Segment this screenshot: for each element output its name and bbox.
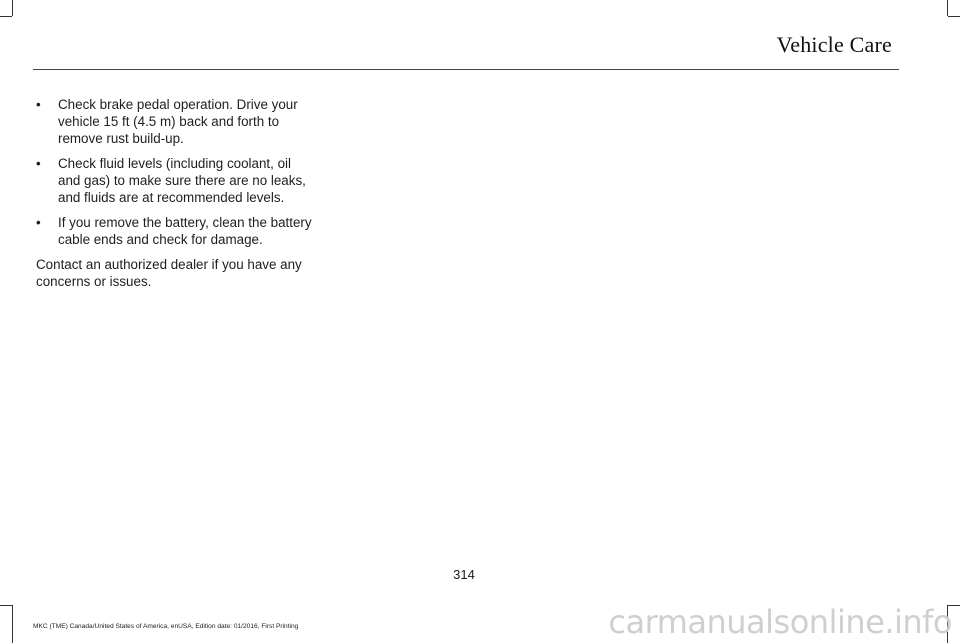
body-paragraph: Contact an authorized dealer if you have any concerns or issues. xyxy=(36,257,302,289)
page-title: Vehicle Care xyxy=(776,32,892,57)
list-item xyxy=(36,96,312,147)
bullet-icon: • xyxy=(36,97,41,112)
body-content xyxy=(36,96,312,290)
list-item-text: If you remove the battery, clean the battery cable ends and check for damage. xyxy=(58,215,312,247)
list-item-text: Check brake pedal operation. Drive your vehicle 15 ft (4.5 m) back and forth to remove rust build-up. xyxy=(58,97,298,146)
header-divider xyxy=(33,69,899,70)
list-item xyxy=(36,214,312,248)
crop-mark xyxy=(948,16,960,17)
bullet-list xyxy=(36,96,312,248)
crop-mark xyxy=(12,605,13,643)
edition-note: MKC (TME) Canada/United States of America, enUSA, Edition date: 01/2016, First Printing xyxy=(33,623,299,630)
crop-mark xyxy=(947,0,948,16)
crop-mark xyxy=(0,16,12,17)
page-number: 314 xyxy=(453,567,475,582)
watermark-text: carmanualsonline.info xyxy=(608,603,952,641)
bullet-icon: • xyxy=(36,215,41,230)
crop-mark xyxy=(0,605,12,606)
list-item xyxy=(36,155,312,206)
crop-mark xyxy=(12,0,13,16)
bullet-icon: • xyxy=(36,156,41,171)
list-item-text: Check fluid levels (including coolant, oil and gas) to make sure there are no leaks, and fluids are at recommended levels. xyxy=(58,156,306,205)
